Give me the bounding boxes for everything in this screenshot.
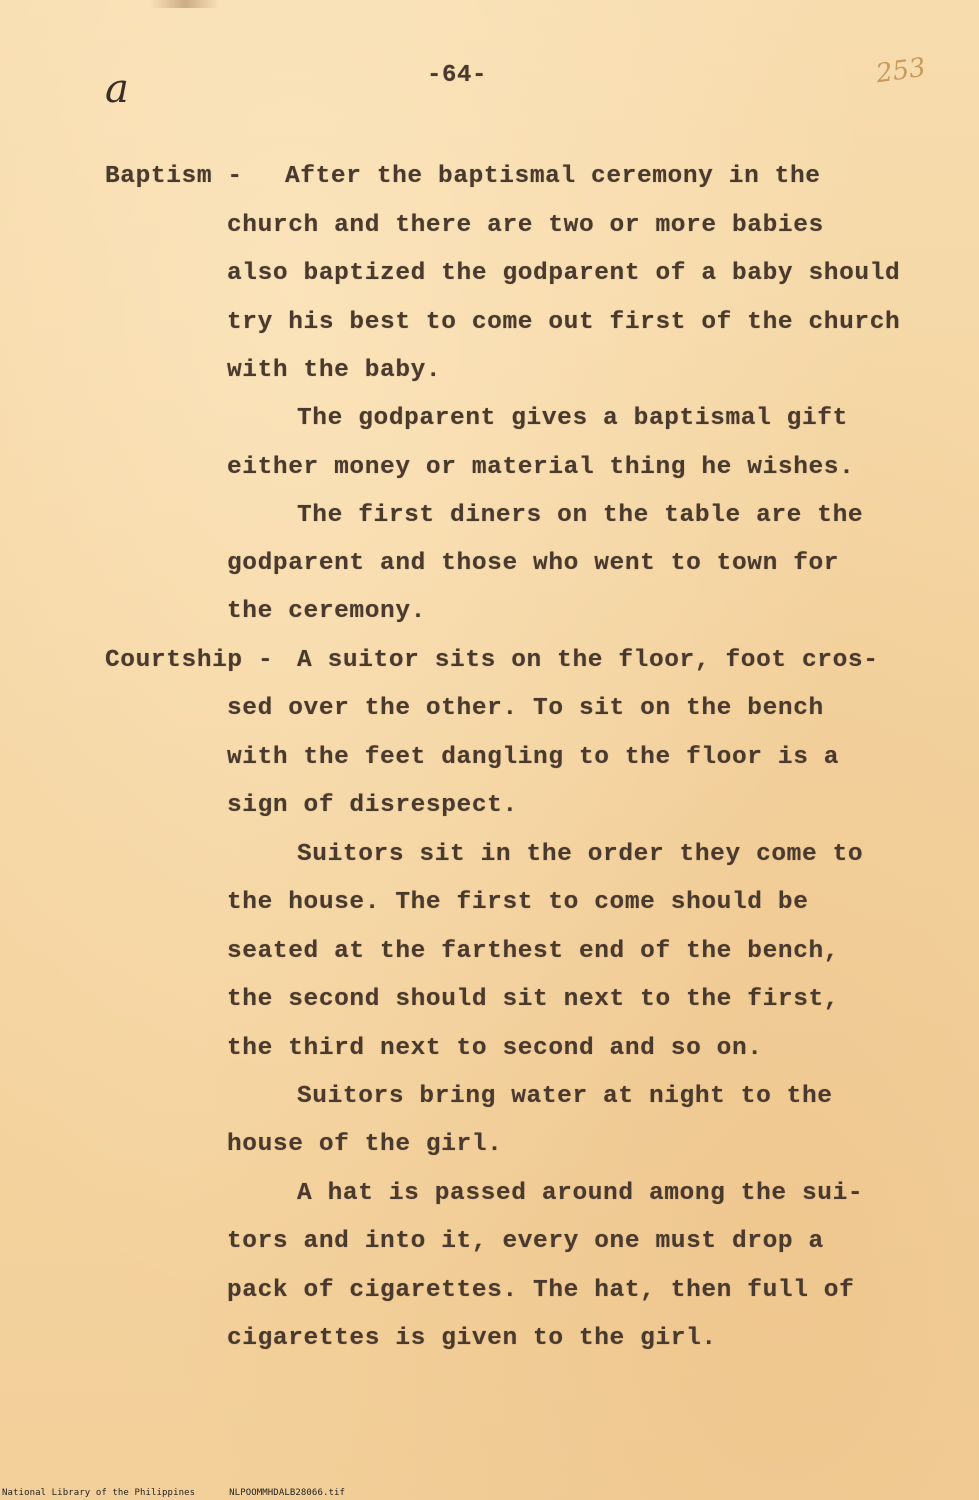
text-line: with the baby.: [227, 357, 442, 384]
text-line: the third next to second and so on.: [227, 1035, 763, 1062]
section-term-courtship: Courtship -: [105, 647, 274, 674]
text-line: Suitors bring water at night to the: [297, 1083, 833, 1110]
text-line: cigarettes is given to the girl.: [227, 1325, 717, 1352]
footer-filename: NLPOOMMHDALB28066.tif: [229, 1488, 346, 1498]
text-line: either money or material thing he wishes.: [227, 454, 855, 481]
text-line: godparent and those who went to town for: [227, 550, 840, 577]
page-number: -64-: [427, 62, 488, 89]
text-line: the second should sit next to the first,: [227, 986, 840, 1013]
text-line: try his best to come out first of the church: [227, 309, 901, 336]
text-line: A hat is passed around among the sui-: [297, 1180, 864, 1207]
text-line: A suitor sits on the floor, foot cros-: [297, 647, 879, 674]
text-line: Suitors sit in the order they come to: [297, 841, 864, 868]
text-line: sign of disrespect.: [227, 792, 518, 819]
text-line: pack of cigarettes. The hat, then full of: [227, 1277, 855, 1304]
text-line: tors and into it, every one must drop a: [227, 1228, 824, 1255]
text-line: house of the girl.: [227, 1131, 503, 1158]
section-term-baptism: Baptism -: [105, 163, 243, 190]
text-line: the house. The first to come should be: [227, 889, 809, 916]
text-line: The first diners on the table are the: [297, 502, 864, 529]
text-line: with the feet dangling to the floor is a: [227, 744, 840, 771]
paper-clip-mark: [150, 0, 220, 8]
footer-library: National Library of the Philippines: [2, 1488, 196, 1498]
text-line: also baptized the godparent of a baby should: [227, 260, 901, 287]
handwritten-page-reference: 253: [874, 52, 928, 90]
text-line: the ceremony.: [227, 598, 426, 625]
text-line: After the baptismal ceremony in the: [285, 163, 821, 190]
text-line: sed over the other. To sit on the bench: [227, 695, 824, 722]
text-line: seated at the farthest end of the bench,: [227, 938, 840, 965]
scan-footer: [2, 1488, 345, 1498]
text-line: The godparent gives a baptismal gift: [297, 405, 848, 432]
text-line: church and there are two or more babies: [227, 212, 824, 239]
handwritten-letter-annotation: a: [105, 66, 129, 112]
